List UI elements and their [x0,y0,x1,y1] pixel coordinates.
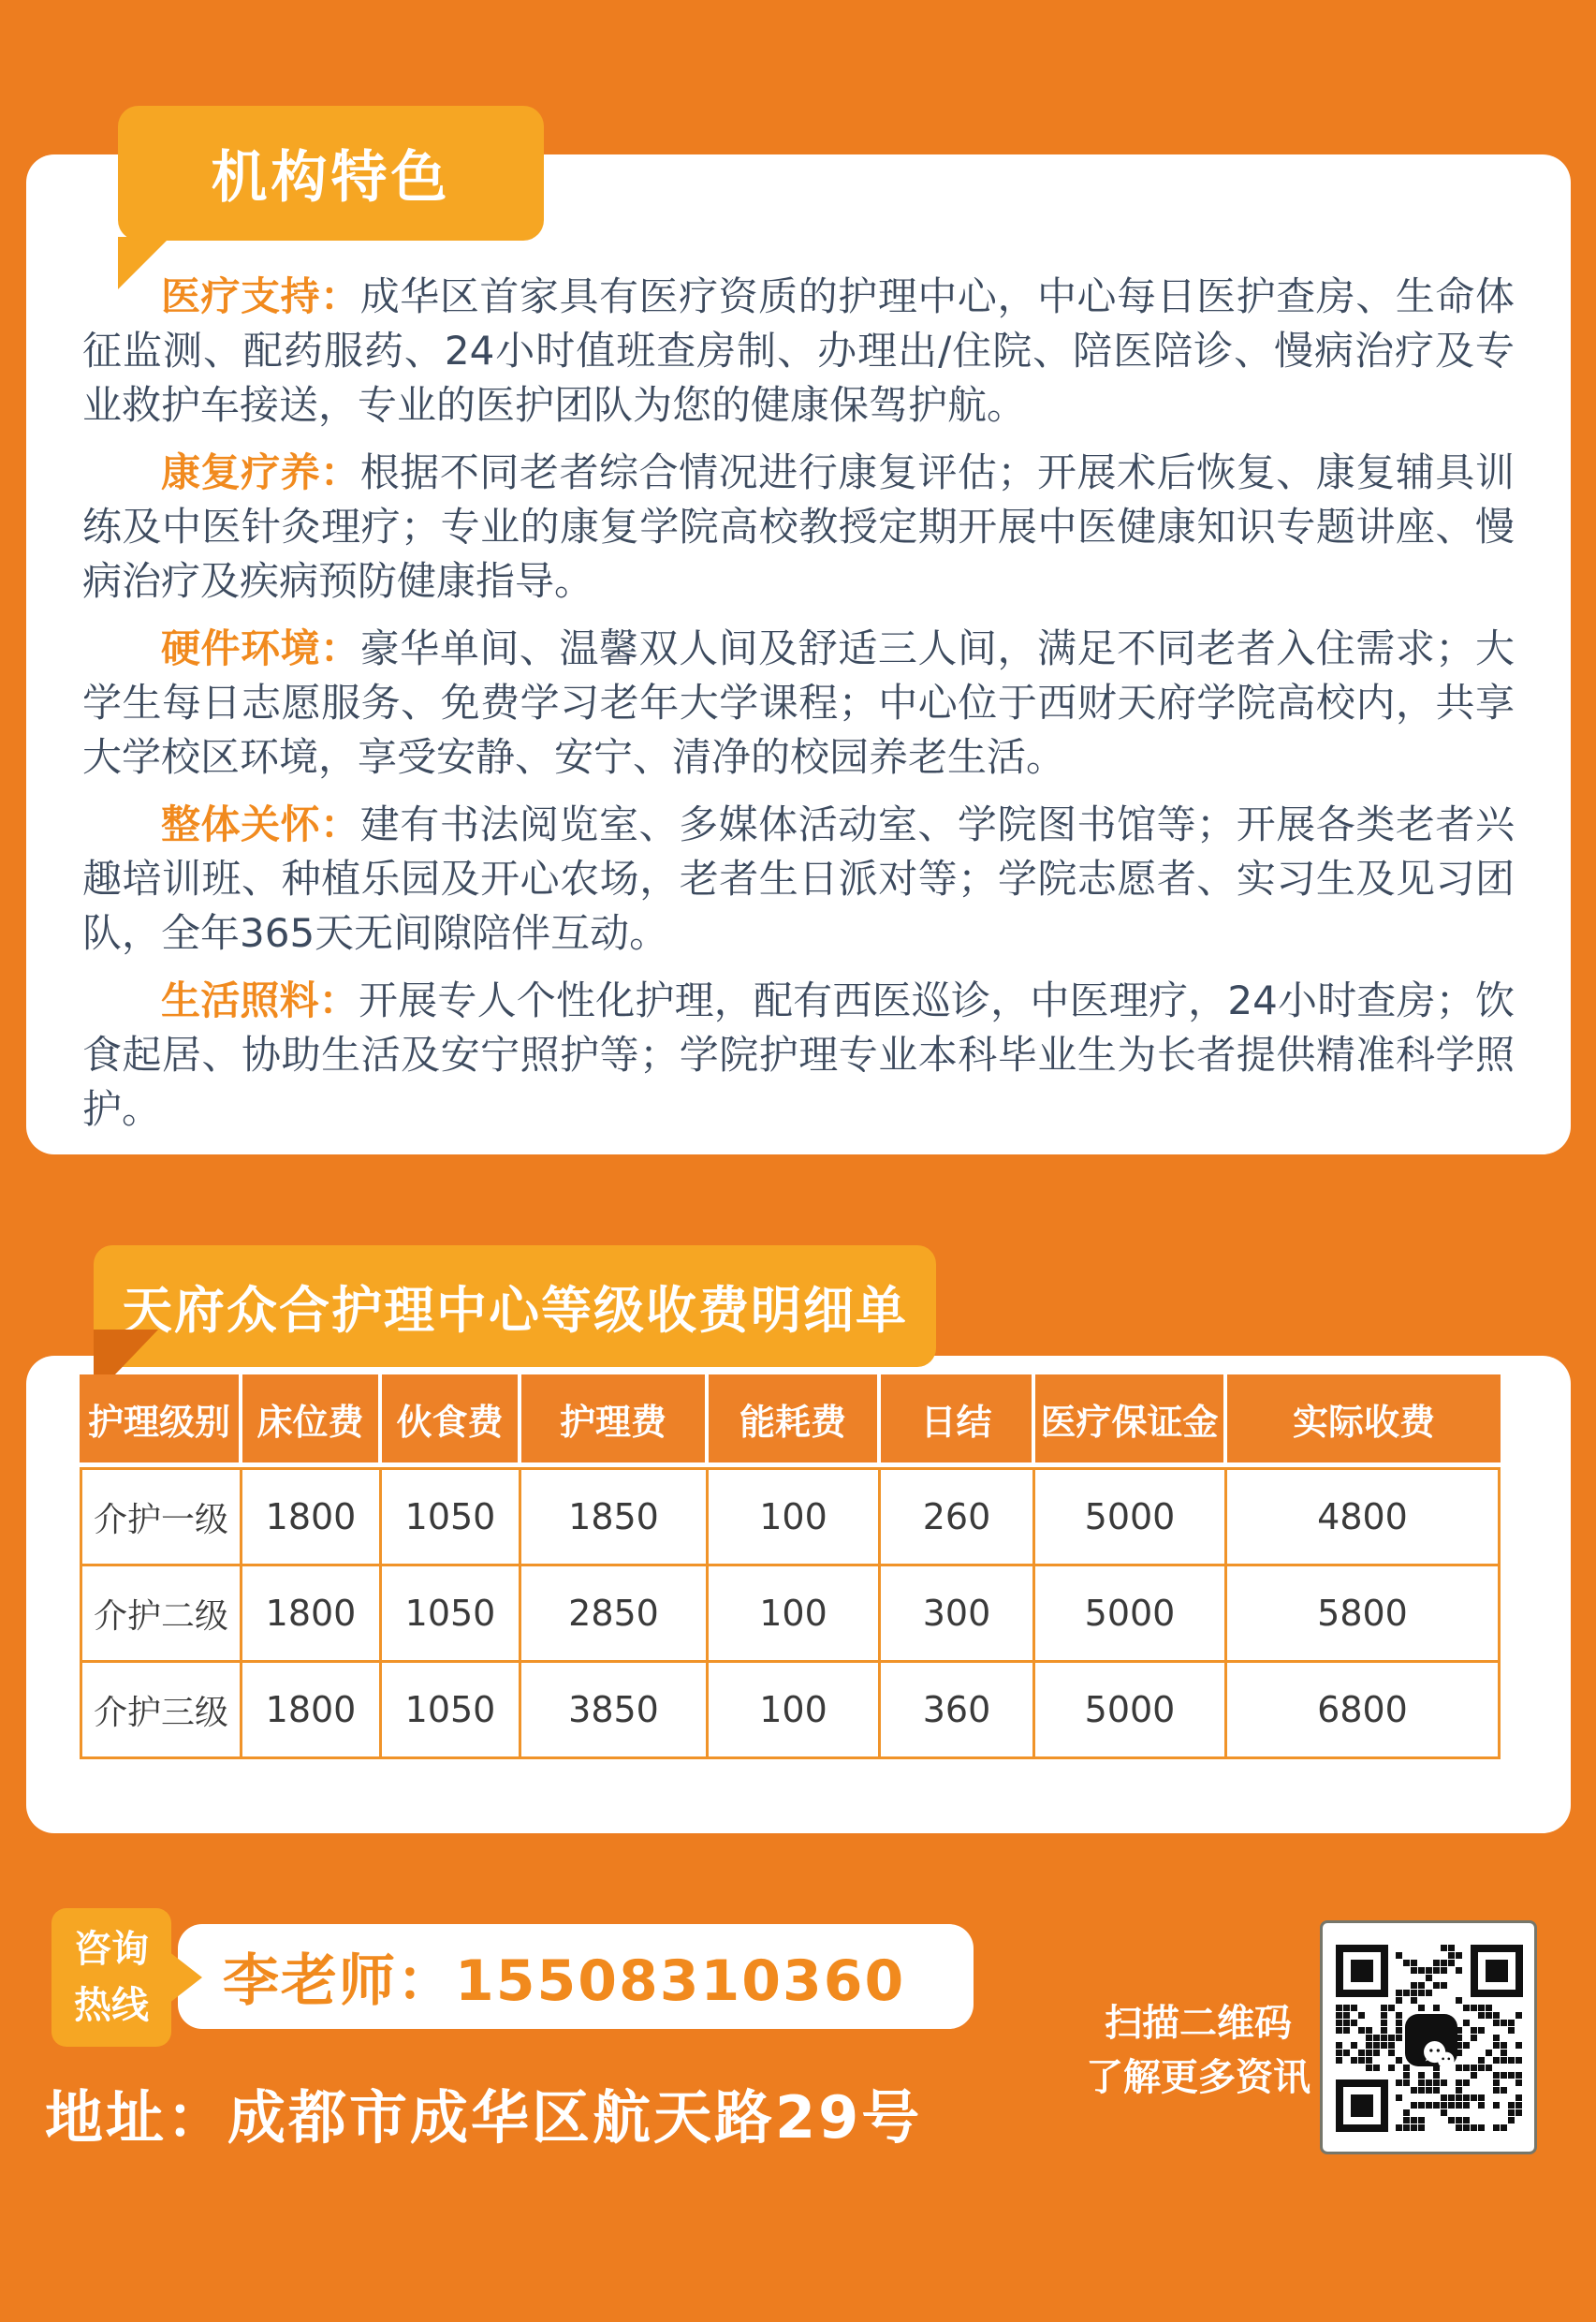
pricing-title: 天府众合护理中心等级收费明细单 [122,1280,908,1340]
table-row-level2 [80,1566,1501,1663]
feature-paragraph-facility [82,622,1515,785]
feature-text: 建有书法阅览室、多媒体活动室、学院图书馆等；开展各类老者兴趣培训班、种植乐园及开心农场，老者生日派对等；学院志愿者、实习生及见习团队，全年365天无间隙陪伴互动。 [82,801,1515,956]
pricing-title-banner [94,1245,936,1367]
col-header-medical-deposit: 医疗保证金 [1035,1374,1227,1467]
feature-label: 生活照料： [161,977,359,1023]
cell: 100 [709,1566,881,1663]
features-badge-label: 机构特色 [211,145,451,211]
cell: 100 [709,1663,881,1759]
cell: 4800 [1227,1467,1501,1566]
feature-paragraph-medical [82,270,1515,433]
address-text: 地址：成都市成华区航天路29号 [45,2083,923,2152]
cell: 5000 [1035,1566,1227,1663]
feature-paragraph-daily-life [82,974,1515,1137]
cell: 100 [709,1467,881,1566]
features-badge [118,106,544,241]
feature-text: 成华区首家具有医疗资质的护理中心，中心每日医护查房、生命体征监测、配药服药、24小时值班查房制、办理出/住院、陪医陪诊、慢病治疗及专业救护车接送，专业的医护团队为您的健康保驾护航。 [82,273,1515,428]
cell: 介护二级 [80,1566,242,1663]
cell: 5800 [1227,1566,1501,1663]
feature-label: 硬件环境： [161,625,360,671]
cell: 5000 [1035,1663,1227,1759]
feature-text: 开展专人个性化护理，配有西医巡诊，中医理疗，24小时查房；饮食起居、协助生活及安宁照护等；学院护理专业本科毕业生为长者提供精准科学照护。 [82,977,1515,1132]
col-header-meal-fee: 伙食费 [382,1374,521,1467]
feature-text: 根据不同老者综合情况进行康复评估；开展术后恢复、康复辅具训练及中医针灸理疗；专业的康复学院高校教授定期开展中医健康知识专题讲座、慢病治疗及疾病预防健康指导。 [82,449,1515,604]
phone-number-pill [178,1924,974,2029]
col-header-energy-fee: 能耗费 [709,1374,881,1467]
hotline-label-line2: 热线 [74,1984,149,2027]
qr-caption-line1: 扫描二维码 [1105,2002,1292,2045]
cell: 360 [881,1663,1035,1759]
cell: 1850 [521,1467,709,1566]
cell: 1800 [242,1663,382,1759]
hotline-badge [51,1908,171,2047]
feature-label: 康复疗养： [161,449,360,495]
hotline-arrow-icon [168,1951,202,2004]
feature-text: 豪华单间、温馨双人间及舒适三人间，满足不同老者入住需求；大学生每日志愿服务、免费学习老年大学课程；中心位于西财天府学院高校内，共享大学校区环境，享受安静、安宁、清净的校园养老生活。 [82,625,1515,780]
cell: 1800 [242,1566,382,1663]
table-header-row [80,1374,1501,1467]
cell: 1050 [382,1467,521,1566]
cell: 1050 [382,1566,521,1663]
cell: 300 [881,1566,1035,1663]
hotline-label-line1: 咨询 [74,1928,149,1971]
col-header-level: 护理级别 [80,1374,242,1467]
feature-paragraph-care [82,798,1515,961]
col-header-daily-total: 日结 [881,1374,1035,1467]
features-paragraphs [82,270,1515,1150]
qr-caption-line2: 了解更多资讯 [1086,2056,1310,2099]
cell: 6800 [1227,1663,1501,1759]
cell: 260 [881,1467,1035,1566]
cell: 介护三级 [80,1663,242,1759]
col-header-nursing-fee: 护理费 [521,1374,709,1467]
cell: 1800 [242,1467,382,1566]
wechat-icon [1405,2014,1457,2066]
col-header-bed-fee: 床位费 [242,1374,382,1467]
feature-label: 整体关怀： [161,801,360,847]
feature-paragraph-rehab [82,446,1515,609]
table-row-level3 [80,1663,1501,1759]
cell: 5000 [1035,1467,1227,1566]
cell: 1050 [382,1663,521,1759]
feature-label: 医疗支持： [161,273,360,319]
pricing-table [80,1374,1501,1759]
table-row-level1 [80,1467,1501,1566]
cell: 3850 [521,1663,709,1759]
cell: 介护一级 [80,1467,242,1566]
cell: 2850 [521,1566,709,1663]
col-header-actual-fee: 实际收费 [1227,1374,1501,1467]
qr-code [1320,1920,1537,2154]
phone-number: 李老师：15508310360 [223,1948,906,2014]
